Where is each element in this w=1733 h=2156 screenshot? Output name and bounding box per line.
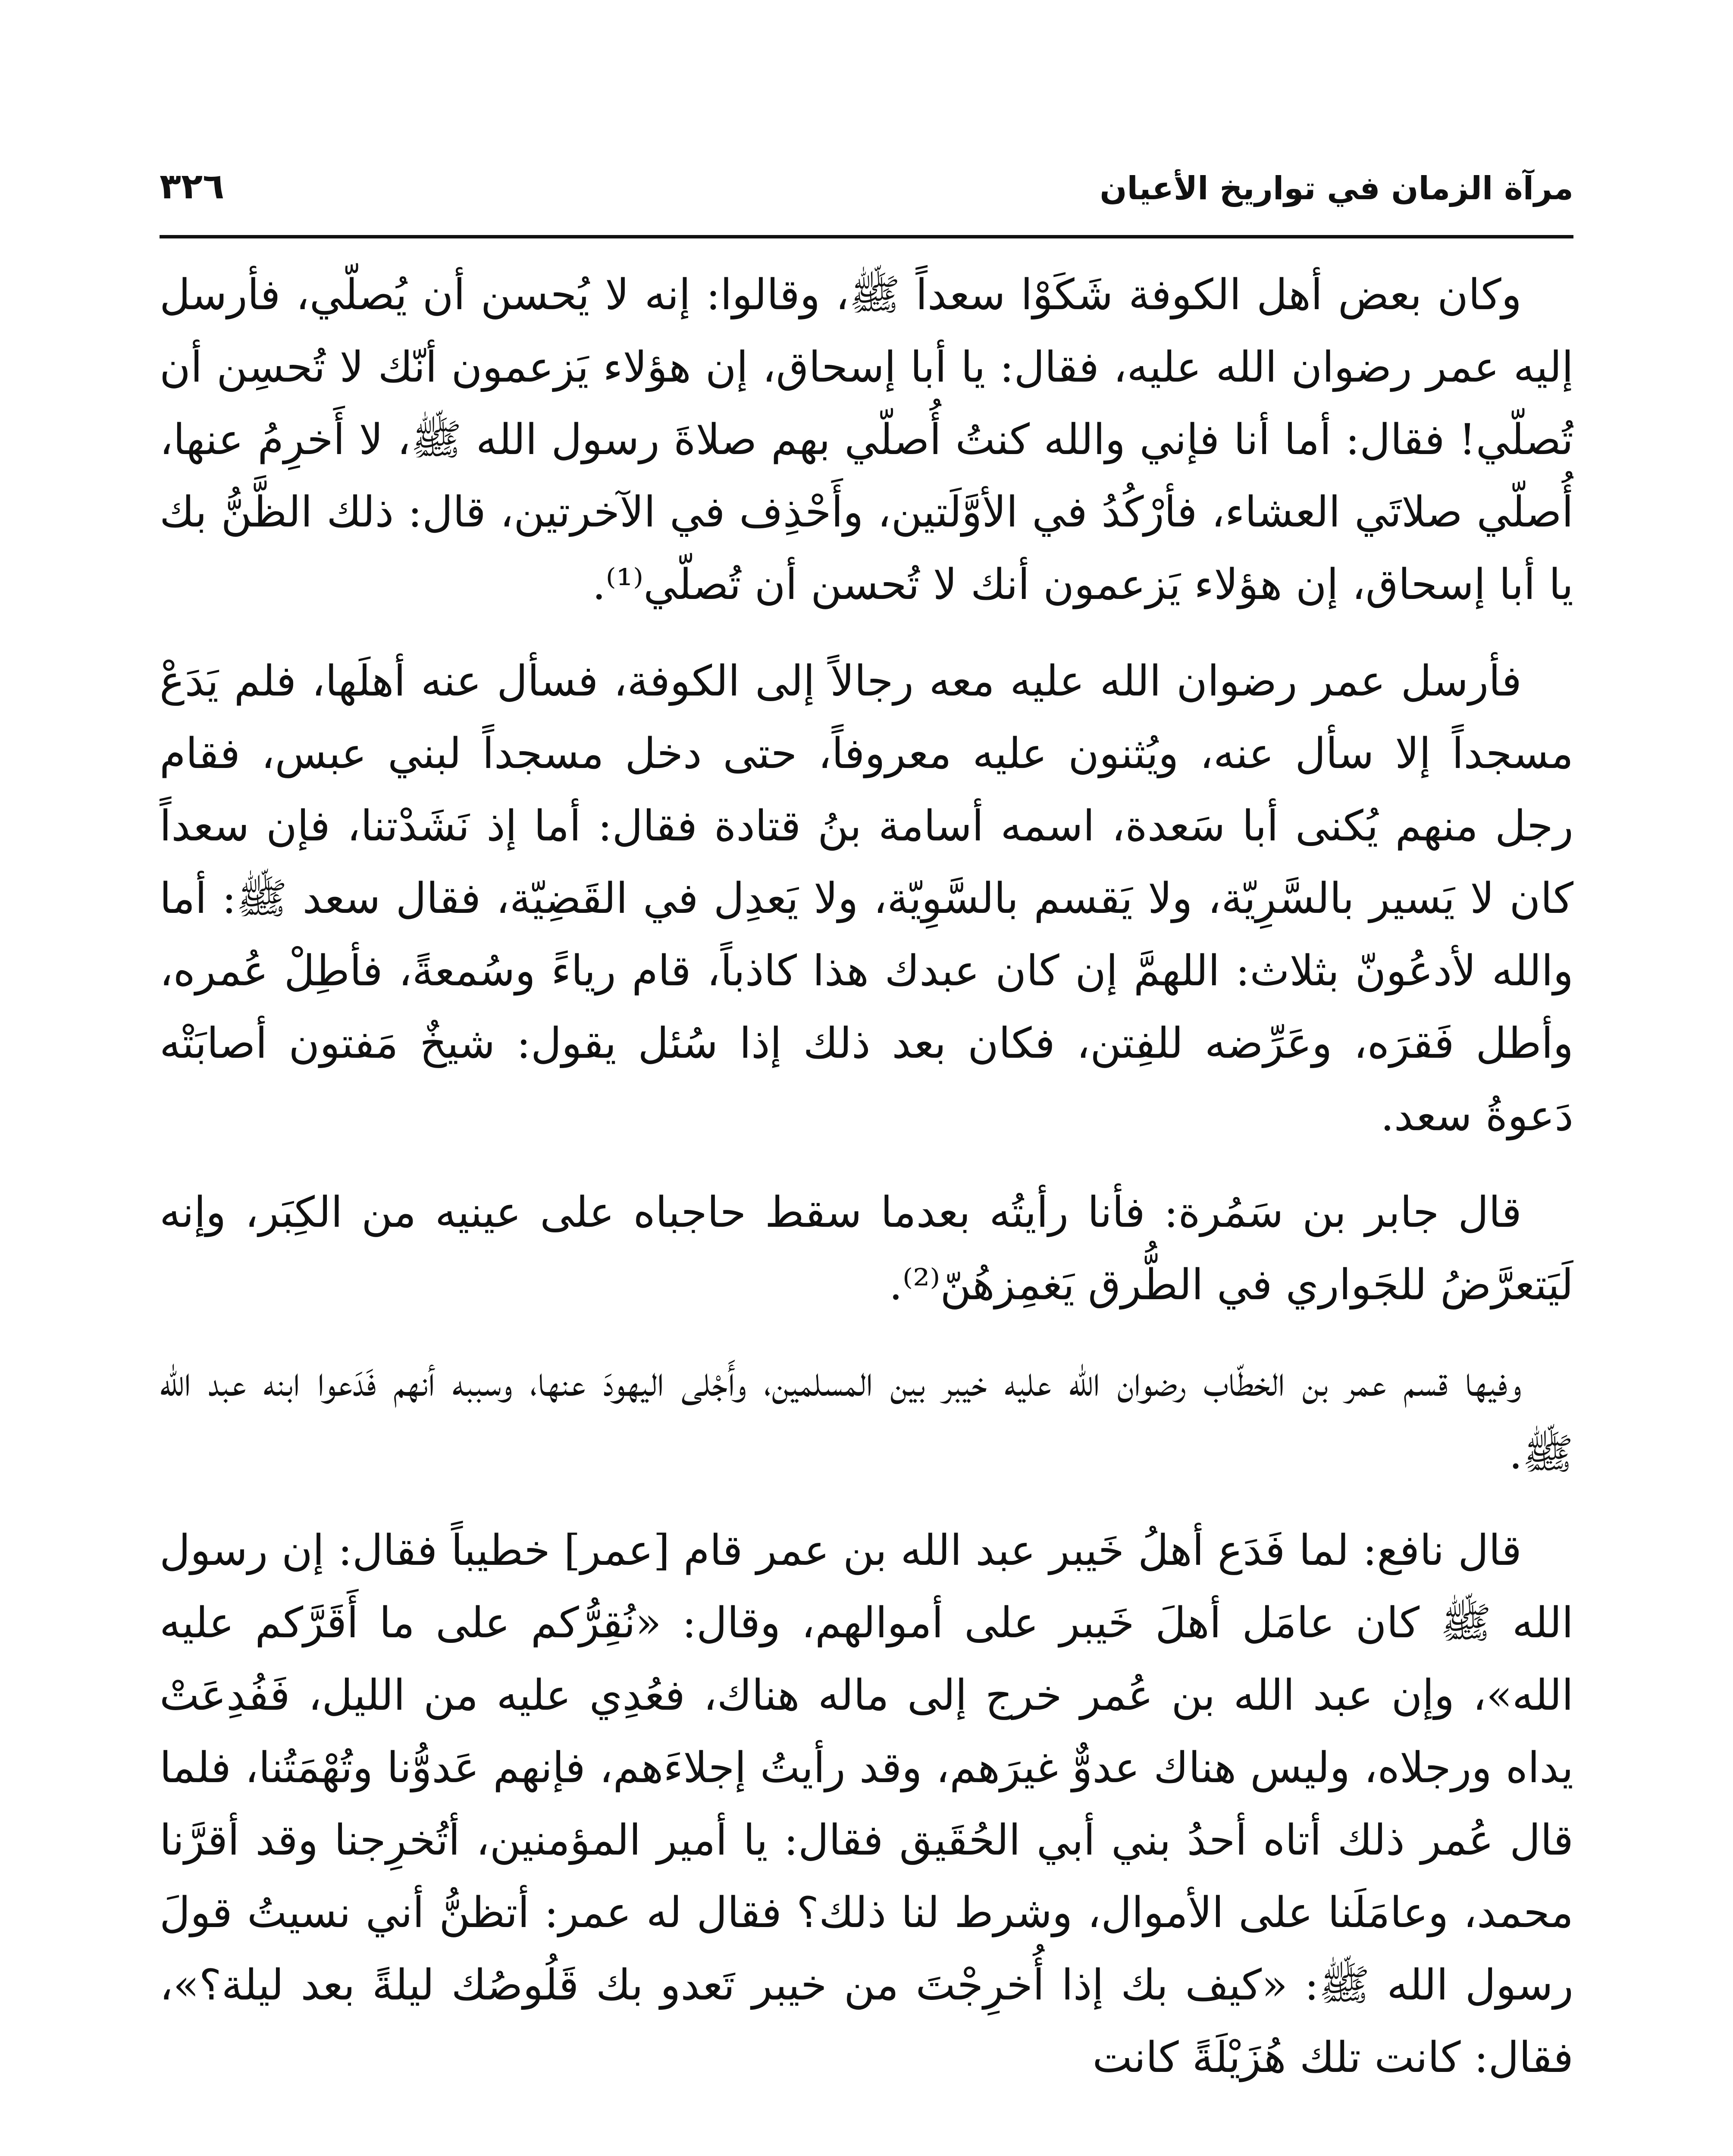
paragraph-2: فأرسل عمر رضوان الله عليه معه رجالاً إلى الكوفة، فسأل عنه أهلَها، فلم يَدَعْ مسجداً إلا سأل عنه، ويُثنون عليه معروفاً، حتى دخل مسجداً لبني عبس، فقام رجل منهم يُكنى أبا سَعدة، اسمه أسامة بنُ قتادة فقال: أما إذ نَشَدْتنا، فإن سعداً كان لا يَسير بالسَّرِيّة، ولا يَقسم بالسَّوِيّة، ولا يَعدِل في القَضِيّة، فقال سعد ﷺ: أما والله لأدعُونّ بثلاث: اللهمَّ إن كان عبدك هذا كاذباً، قام رياءً وسُمعةً، فأطِلْ عُمره، وأطل فَقرَه، وعَرِّضه للفِتن، فكان بعد ذلك إذا سُئل يقول: شيخٌ مَفتون أصابَتْه دَعوةُ سعد. — [160, 657, 1573, 1141]
paragraph-5: قال نافع: لما فَدَع أهلُ خَيبر عبد الله بن عمر قام [عمر] خطيباً فقال: إن رسول الله ﷺ كان عامَل أهلَ خَيبر على أموالهم، وقال: «نُقِرُّكم على ما أَقَرَّكم عليه الله»، وإن عبد الله بن عُمر خرج إلى ماله هناك، فعُدِي عليه من الليل، فَفُدِعَتْ يداه ورجلاه، وليس هناك عدوٌّ غيرَهم، وقد رأيتُ إجلاءَهم، فإنهم عَدوُّنا وتُهْمَتُنا، فلما قال عُمر ذلك أتاه أحدُ بني أبي الحُقَيق فقال: يا أمير المؤمنين، أتُخرِجنا وقد أقرَّنا محمد، وعامَلَنا على الأموال، وشرط لنا ذلك؟ فقال له عمر: أتظنُّ أني نسيتُ قولَ رسول الله ﷺ: «كيف بك إذا أُخرِجْتَ من خيبر تَعدو بك قَلُوصُك ليلةً بعد ليلة؟»، فقال: كانت تلك هُزَيْلَةً كانت — [160, 1526, 1573, 2082]
paragraph-4: وفيها قسم عمر بن الخطّاب رضوان الله عليه خيبر بين المسلمين، وأَجْلى اليهودَ عنها، وسببه أنهم فَدَعوا ابنه عبد الله ﷺ. — [160, 1357, 1573, 1479]
running-head — [160, 142, 1573, 207]
paragraph-1: وكان بعض أهل الكوفة شَكَوْا سعداً ﷺ، وقالوا: إنه لا يُحسن أن يُصلّي، فأرسل إليه عمر رضوان الله عليه، فقال: يا أبا إسحاق، إن هؤلاء يَزعمون أنّك لا تُحسِن أن تُصلّي! فقال: أما أنا فإني والله كنتُ أُصلّي بهم صلاةَ رسول الله ﷺ، لا أَخرِمُ عنها، أُصلّي صلاتَي العشاء، فأرْكُدُ في الأوَّلَتين، وأَحْذِف في الآخرتين، قال: ذلك الظَّنُّ بك يا أبا إسحاق، إن هؤلاء يَزعمون أنك لا تُحسن أن تُصلّي⁽¹⁾. — [160, 270, 1573, 609]
main-text — [160, 259, 1573, 2156]
book-title: مرآة الزمان في تواريخ الأعيان — [1100, 170, 1573, 207]
paragraph-3: قال جابر بن سَمُرة: فأنا رأيتُه بعدما سقط حاجباه على عينيه من الكِبَر، وإنه لَيَتعرَّضُ للجَواري في الطُّرق يَغمِزهُنّ⁽²⁾. — [160, 1188, 1573, 1310]
page-number: ٣٢٦ — [160, 166, 225, 207]
header-divider — [160, 235, 1573, 238]
